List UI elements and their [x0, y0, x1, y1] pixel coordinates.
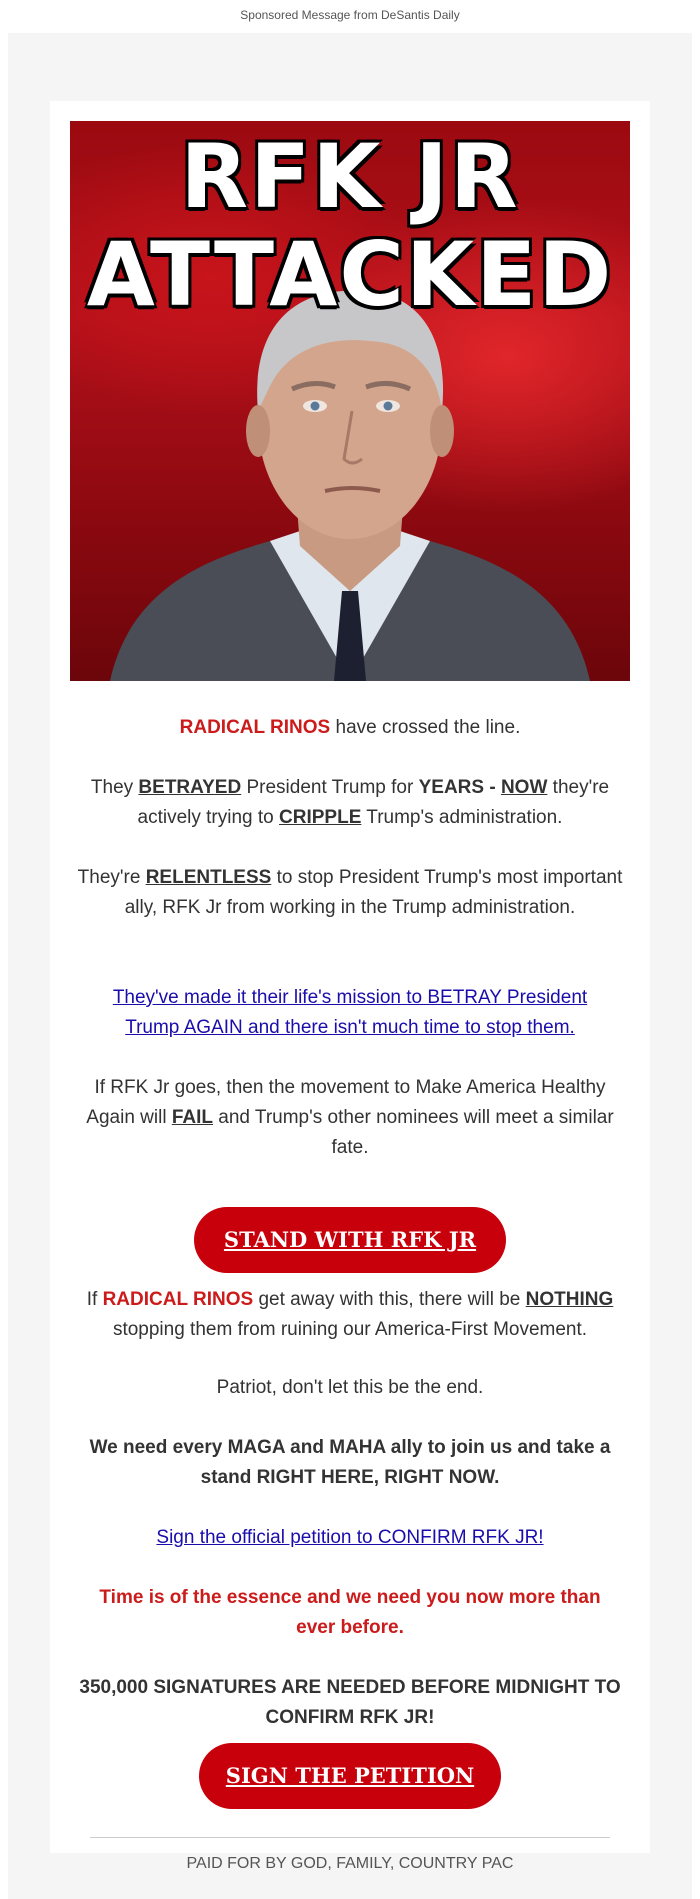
confirm-petition-link[interactable]: Sign the official petition to CONFIRM RFK JR! — [156, 1527, 544, 1548]
hero-title-line2: ATTACKED — [86, 223, 614, 326]
sign-petition-button[interactable]: SIGN THE PETITION — [199, 1743, 501, 1809]
stand-with-rfk-button[interactable]: STAND WITH RFK JR — [194, 1207, 506, 1273]
years-emphasis: YEARS — [418, 777, 485, 798]
text-segment: They — [90, 777, 139, 798]
email-background — [8, 33, 692, 1899]
sponsor-line: Sponsored Message from DeSantis Daily — [240, 8, 460, 22]
text-segment: They're — [77, 867, 146, 888]
text-segment: stopping them from ruining our America-First Movement. — [112, 1319, 588, 1340]
maha-paragraph — [70, 1073, 630, 1163]
signatures-paragraph: 350,000 SIGNATURES ARE NEEDED BEFORE MIDNIGHT TO CONFIRM RFK JR! — [79, 1677, 621, 1728]
relentless-emphasis: RELENTLESS — [145, 867, 272, 888]
text-segment: President Trump for — [241, 777, 419, 798]
text-segment: If RFK Jr goes, then the movement to Make America Healthy Again will — [86, 1077, 606, 1128]
mission-link[interactable]: They've made it their life's mission to BETRAY President Trump AGAIN and there isn't much time to stop them. — [112, 987, 588, 1038]
mission-paragraph — [90, 983, 610, 1043]
betrayed-paragraph — [70, 773, 630, 833]
relentless-paragraph — [70, 863, 630, 923]
paid-for-disclaimer: PAID FOR BY GOD, FAMILY, COUNTRY PAC — [186, 1855, 514, 1872]
hero-title-line1: RFK JR — [180, 125, 520, 228]
maga-maha-paragraph: We need every MAGA and MAHA ally to join us and take a stand RIGHT HERE, RIGHT NOW. — [89, 1437, 611, 1488]
text-segment: Trump's administration. — [361, 807, 563, 828]
cripple-emphasis: CRIPPLE — [279, 807, 362, 828]
betrayed-emphasis: BETRAYED — [138, 777, 242, 798]
intro-paragraph — [70, 713, 630, 743]
text-segment: they're actively trying to — [137, 777, 610, 828]
footer-divider — [90, 1837, 610, 1838]
hero-image[interactable] — [70, 121, 630, 681]
email-card — [50, 101, 650, 1872]
patriot-paragraph: Patriot, don't let this be the end. — [216, 1377, 484, 1398]
nothing-paragraph — [70, 1285, 630, 1345]
radical-rinos-highlight: RADICAL RINOS — [102, 1289, 254, 1310]
text-segment: and Trump's other nominees will meet a similar fate. — [213, 1107, 614, 1158]
text-segment: to stop President Trump's most important ally, RFK Jr from working in the Trump administration. — [124, 867, 623, 918]
text-segment: If — [86, 1289, 103, 1310]
petition-link-paragraph — [70, 1523, 630, 1553]
text-segment: get away with this, there will be — [253, 1289, 526, 1310]
now-emphasis: NOW — [500, 777, 548, 798]
text-segment: - — [484, 777, 501, 798]
fail-emphasis: FAIL — [171, 1107, 214, 1128]
intro-text: have crossed the line. — [330, 717, 521, 738]
urgency-paragraph: Time is of the essence and we need you now more than ever before. — [99, 1587, 601, 1638]
nothing-emphasis: NOTHING — [525, 1289, 614, 1310]
radical-rinos-highlight: RADICAL RINOS — [179, 717, 331, 738]
